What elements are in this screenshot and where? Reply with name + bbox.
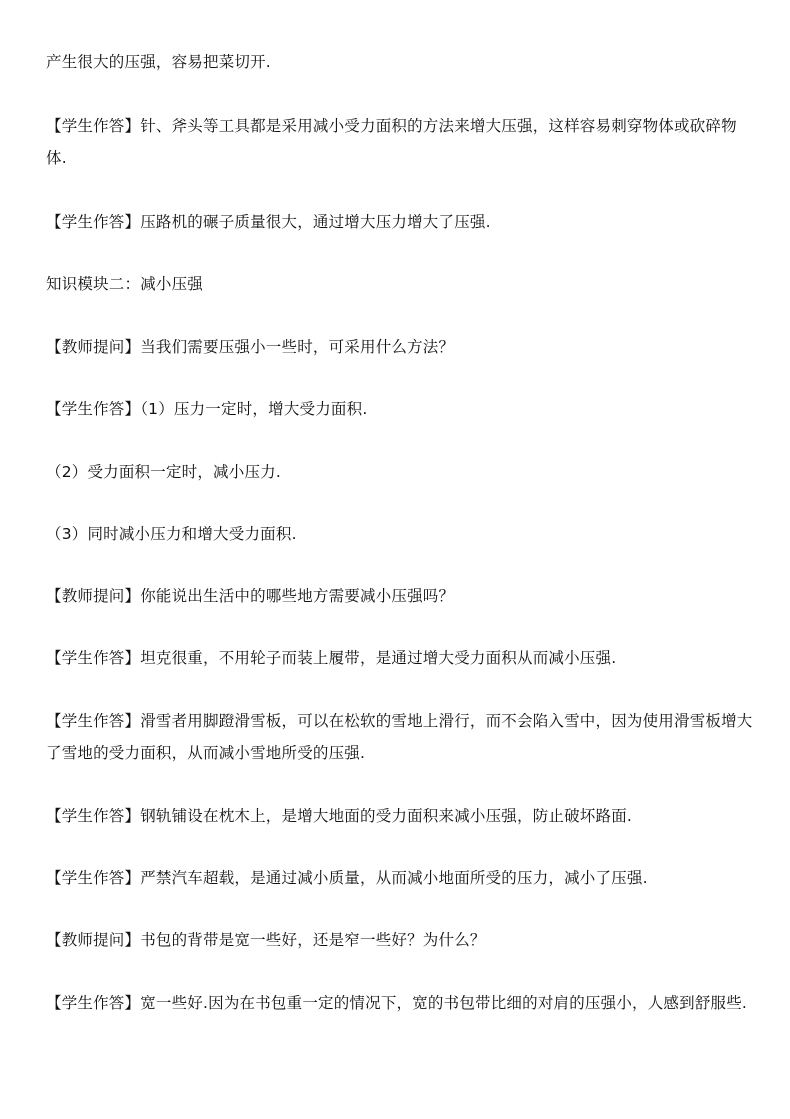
paragraph-method-3: （3）同时减小压力和增大受力面积. bbox=[46, 525, 297, 543]
paragraph-student-answer-tank: 【学生作答】坦克很重，不用轮子而装上履带，是通过增大受力面积从而减小压强. bbox=[46, 649, 617, 667]
paragraph-student-answer-rail: 【学生作答】钢轨铺设在枕木上，是增大地面的受力面积来减小压强，防止破坏路面. bbox=[46, 807, 633, 825]
paragraph-teacher-question-examples: 【教师提问】你能说出生活中的哪些地方需要减小压强吗？ bbox=[46, 587, 455, 605]
paragraph-student-answer-tools: 【学生作答】针、斧头等工具都是采用减小受力面积的方法来增大压强，这样容易刺穿物体或砍碎物体. bbox=[46, 117, 737, 167]
paragraph-teacher-question-methods: 【教师提问】当我们需要压强小一些时，可采用什么方法？ bbox=[46, 338, 455, 356]
paragraph-student-answer-skiing: 【学生作答】滑雪者用脚蹬滑雪板，可以在松软的雪地上滑行，而不会陷入雪中，因为使用滑雪板增大了雪地的受力面积，从而减小雪地所受的压强. bbox=[46, 712, 753, 762]
paragraph-teacher-question-schoolbag: 【教师提问】书包的背带是宽一些好，还是窄一些好？为什么？ bbox=[46, 931, 486, 949]
paragraph-student-answer-method-1: 【学生作答】（1）压力一定时，增大受力面积. bbox=[46, 400, 368, 418]
paragraph-student-answer-truck: 【学生作答】严禁汽车超载，是通过减小质量，从而减小地面所受的压力，减小了压强. bbox=[46, 869, 648, 887]
section-heading-module-two: 知识模块二：减小压强 bbox=[46, 275, 204, 293]
paragraph-method-2: （2）受力面积一定时，减小压力. bbox=[46, 463, 281, 481]
paragraph-student-answer-schoolbag: 【学生作答】宽一些好.因为在书包重一定的情况下，宽的书包带比细的对肩的压强小，人感到舒服些. bbox=[46, 994, 748, 1012]
paragraph-student-answer-roller: 【学生作答】压路机的碾子质量很大，通过增大压力增大了压强. bbox=[46, 213, 491, 231]
paragraph-knife-conclusion: 产生很大的压强，容易把菜切开. bbox=[46, 53, 271, 71]
